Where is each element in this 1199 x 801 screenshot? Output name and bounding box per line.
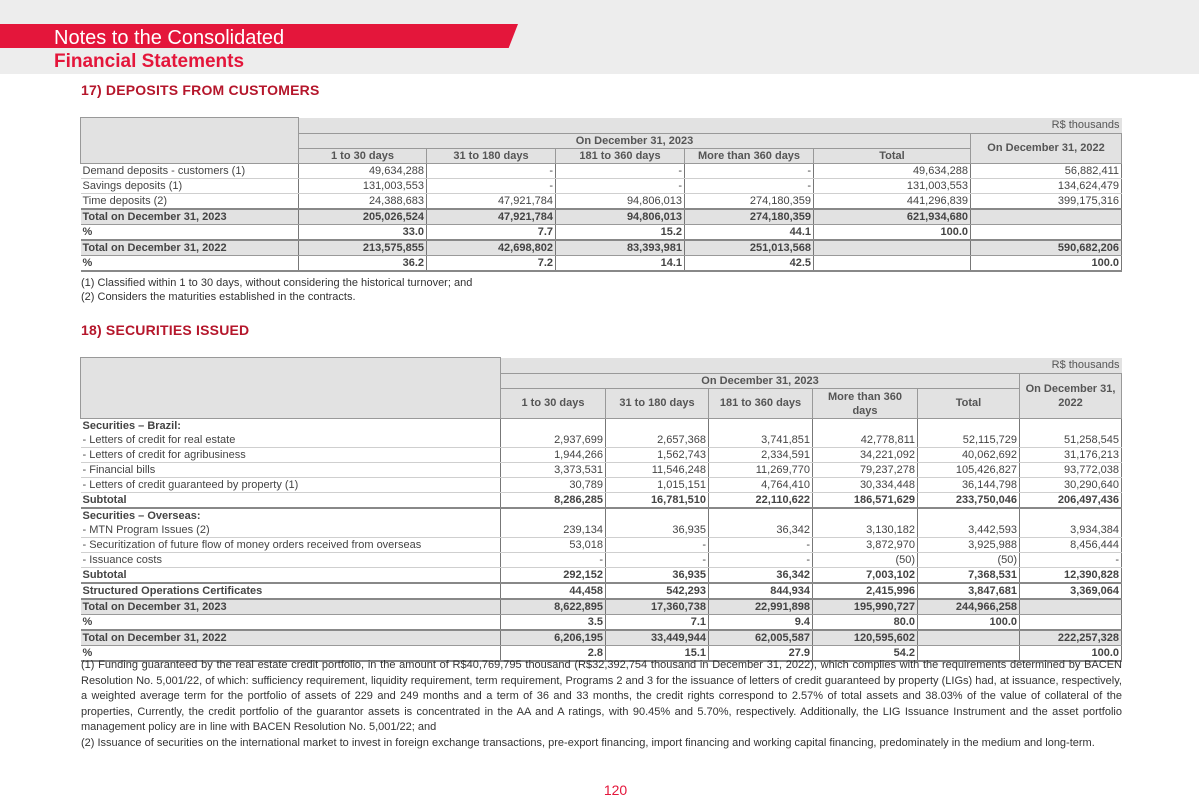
table-cell xyxy=(813,419,918,434)
table-cell: 62,005,587 xyxy=(709,630,813,646)
page-subtitle: Financial Statements xyxy=(54,51,245,72)
page-number: 120 xyxy=(603,782,628,798)
table-cell: - xyxy=(606,538,709,553)
table-cell: 3,130,182 xyxy=(813,523,918,538)
table-cell xyxy=(501,419,606,434)
table-cell: 11,269,770 xyxy=(709,463,813,478)
table-cell: 205,026,524 xyxy=(299,209,427,225)
table-cell: 56,882,411 xyxy=(971,164,1122,179)
table-cell: 1,015,151 xyxy=(606,478,709,493)
unit-label: R$ thousands xyxy=(299,118,1122,134)
table-cell: 1,562,743 xyxy=(606,448,709,463)
table-cell: 1,944,266 xyxy=(501,448,606,463)
table-cell: 844,934 xyxy=(709,583,813,599)
table-cell: 8,286,285 xyxy=(501,493,606,509)
table-cell: 24,388,683 xyxy=(299,194,427,210)
column-header: Total xyxy=(918,389,1020,419)
table-cell: 2,937,699 xyxy=(501,433,606,448)
table-cell xyxy=(813,508,918,523)
table-cell: 22,110,622 xyxy=(709,493,813,509)
column-header: 1 to 30 days xyxy=(299,149,427,164)
table-cell: 244,966,258 xyxy=(918,599,1020,615)
table-cell: 27.9 xyxy=(709,646,813,662)
table-cell: 7.7 xyxy=(427,225,556,241)
table-cell: 49,634,288 xyxy=(814,164,971,179)
footnote: (2) Issuance of securities on the international market to invest in foreign exchange transactions, pre-export financing, import financing and working capital financing, predominately in the medium and long-term. xyxy=(81,736,1095,749)
table-cell: 3,934,384 xyxy=(1020,523,1122,538)
row-label: Demand deposits - customers (1) xyxy=(81,164,299,179)
table-cell: 93,772,038 xyxy=(1020,463,1122,478)
table-cell: 590,682,206 xyxy=(971,240,1122,256)
table-cell: 15.1 xyxy=(606,646,709,662)
row-label: % xyxy=(81,615,501,631)
table-cell: 2,415,996 xyxy=(813,583,918,599)
row-label: Subtotal xyxy=(81,493,501,509)
table-cell: 251,013,568 xyxy=(685,240,814,256)
table-cell: 36,935 xyxy=(606,568,709,584)
row-label: Total on December 31, 2022 xyxy=(81,240,299,256)
column-header: 31 to 180 days xyxy=(606,389,709,419)
table-cell: 15.2 xyxy=(556,225,685,241)
table-row xyxy=(81,538,1122,553)
table-cell xyxy=(709,419,813,434)
page-title: Notes to the Consolidated xyxy=(54,27,285,49)
table-cell: 274,180,359 xyxy=(685,209,814,225)
row-label: - Letters of credit for agribusiness xyxy=(81,448,501,463)
table-cell: 213,575,855 xyxy=(299,240,427,256)
table-cell: 42,698,802 xyxy=(427,240,556,256)
row-label: Securities – Overseas: xyxy=(81,508,501,523)
table-cell: 222,257,328 xyxy=(1020,630,1122,646)
row-label: Savings deposits (1) xyxy=(81,179,299,194)
table-cell: 7.1 xyxy=(606,615,709,631)
table-cell: 3,847,681 xyxy=(918,583,1020,599)
row-label: Structured Operations Certificates xyxy=(81,583,501,599)
table-cell: 11,546,248 xyxy=(606,463,709,478)
table-cell: 100.0 xyxy=(1020,646,1122,662)
table-cell: 131,003,553 xyxy=(299,179,427,194)
table-cell xyxy=(1020,615,1122,631)
table-cell: 49,634,288 xyxy=(299,164,427,179)
column-header: 181 to 360 days xyxy=(556,149,685,164)
table-cell: 3,925,988 xyxy=(918,538,1020,553)
row-label: Total on December 31, 2023 xyxy=(81,209,299,225)
column-header: More than 360 days xyxy=(685,149,814,164)
table-cell xyxy=(709,508,813,523)
column-header: Total xyxy=(814,149,971,164)
table-row xyxy=(81,568,1122,584)
deposits-table xyxy=(80,117,1122,272)
table-cell: - xyxy=(709,538,813,553)
table-cell: 2,334,591 xyxy=(709,448,813,463)
table-cell: 399,175,316 xyxy=(971,194,1122,210)
table-cell: 36,144,798 xyxy=(918,478,1020,493)
table-cell: - xyxy=(709,553,813,568)
period-current-header: On December 31, 2023 xyxy=(501,374,1020,389)
table-corner xyxy=(81,358,501,419)
securities-table xyxy=(80,357,1122,662)
row-label: - MTN Program Issues (2) xyxy=(81,523,501,538)
table-cell xyxy=(1020,419,1122,434)
table-cell xyxy=(606,419,709,434)
row-label: Securities – Brazil: xyxy=(81,419,501,434)
column-header: 1 to 30 days xyxy=(501,389,606,419)
table-cell: 100.0 xyxy=(814,225,971,241)
row-label: Total on December 31, 2022 xyxy=(81,630,501,646)
table-cell: 621,934,680 xyxy=(814,209,971,225)
column-header: 31 to 180 days xyxy=(427,149,556,164)
table-cell xyxy=(814,240,971,256)
table-cell: 195,990,727 xyxy=(813,599,918,615)
table-cell: 51,258,545 xyxy=(1020,433,1122,448)
table-cell: 7.2 xyxy=(427,256,556,272)
row-label: % xyxy=(81,646,501,662)
table-cell: - xyxy=(427,179,556,194)
table-cell: 134,624,479 xyxy=(971,179,1122,194)
table-row xyxy=(81,553,1122,568)
table-row xyxy=(81,508,1122,523)
table-cell: - xyxy=(1020,553,1122,568)
table-cell: 274,180,359 xyxy=(685,194,814,210)
table-row xyxy=(81,256,1122,272)
table-cell: 100.0 xyxy=(971,256,1122,272)
table-cell: 80.0 xyxy=(813,615,918,631)
table-cell: 22,991,898 xyxy=(709,599,813,615)
table-row xyxy=(81,615,1122,631)
table-cell: 292,152 xyxy=(501,568,606,584)
table-row xyxy=(81,478,1122,493)
table-cell: - xyxy=(606,553,709,568)
table-cell: 3,741,851 xyxy=(709,433,813,448)
table-cell: 42.5 xyxy=(685,256,814,272)
table-cell: 36,342 xyxy=(709,523,813,538)
table-cell: 40,062,692 xyxy=(918,448,1020,463)
table-cell: 16,781,510 xyxy=(606,493,709,509)
table-cell: 33,449,944 xyxy=(606,630,709,646)
row-label: - Securitization of future flow of money orders received from overseas xyxy=(81,538,501,553)
table-cell: 94,806,013 xyxy=(556,194,685,210)
row-label: - Financial bills xyxy=(81,463,501,478)
table-cell: 36,342 xyxy=(709,568,813,584)
table-cell xyxy=(918,630,1020,646)
table-cell: 441,296,839 xyxy=(814,194,971,210)
row-label: - Letters of credit guaranteed by property (1) xyxy=(81,478,501,493)
table-cell: (50) xyxy=(813,553,918,568)
table-cell: 4,764,410 xyxy=(709,478,813,493)
table-cell: 100.0 xyxy=(918,615,1020,631)
table-cell: 131,003,553 xyxy=(814,179,971,194)
table-cell: 94,806,013 xyxy=(556,209,685,225)
table-cell: 120,595,602 xyxy=(813,630,918,646)
table-row xyxy=(81,419,1122,434)
table-cell xyxy=(971,225,1122,241)
section-17-title: 17) DEPOSITS FROM CUSTOMERS xyxy=(81,82,320,98)
table-cell: 8,456,444 xyxy=(1020,538,1122,553)
table-cell: 3,442,593 xyxy=(918,523,1020,538)
section-18-title: 18) SECURITIES ISSUED xyxy=(81,322,250,338)
table-cell: 54.2 xyxy=(813,646,918,662)
table-cell: - xyxy=(556,179,685,194)
table-cell: (50) xyxy=(918,553,1020,568)
column-header: More than 360 days xyxy=(813,389,918,419)
row-label: Total on December 31, 2023 xyxy=(81,599,501,615)
table-cell: 79,237,278 xyxy=(813,463,918,478)
row-label: Subtotal xyxy=(81,568,501,584)
unit-label: R$ thousands xyxy=(501,358,1122,374)
table-cell: 47,921,784 xyxy=(427,209,556,225)
footnote: (2) Considers the maturities established in the contracts. xyxy=(81,291,356,303)
table-cell: 186,571,629 xyxy=(813,493,918,509)
row-label: - Issuance costs xyxy=(81,553,501,568)
table-row xyxy=(81,493,1122,509)
table-cell: 30,789 xyxy=(501,478,606,493)
table-cell: 3,872,970 xyxy=(813,538,918,553)
table-cell: 83,393,981 xyxy=(556,240,685,256)
table-row xyxy=(81,433,1122,448)
table-corner xyxy=(81,118,299,164)
table-cell xyxy=(1020,599,1122,615)
table-cell: 36,935 xyxy=(606,523,709,538)
period-prior-header: On December 31, 2022 xyxy=(971,134,1122,164)
table-row xyxy=(81,463,1122,478)
row-label: % xyxy=(81,225,299,241)
table-cell: - xyxy=(556,164,685,179)
table-cell: 206,497,436 xyxy=(1020,493,1122,509)
table-cell xyxy=(501,508,606,523)
table-cell: 53,018 xyxy=(501,538,606,553)
table-cell: 52,115,729 xyxy=(918,433,1020,448)
table-cell: 44.1 xyxy=(685,225,814,241)
table-cell: - xyxy=(427,164,556,179)
table-cell: 8,622,895 xyxy=(501,599,606,615)
table-cell xyxy=(606,508,709,523)
table-row xyxy=(81,164,1122,179)
footnote: (1) Classified within 1 to 30 days, without considering the historical turnover; and xyxy=(81,277,473,289)
table-row xyxy=(81,194,1122,210)
table-cell: 7,368,531 xyxy=(918,568,1020,584)
table-row xyxy=(81,179,1122,194)
table-cell: 239,134 xyxy=(501,523,606,538)
table-cell: 233,750,046 xyxy=(918,493,1020,509)
row-label: - Letters of credit for real estate xyxy=(81,433,501,448)
section-18-notes xyxy=(81,658,1122,751)
table-cell: 47,921,784 xyxy=(427,194,556,210)
table-cell: 33.0 xyxy=(299,225,427,241)
table-cell: 12,390,828 xyxy=(1020,568,1122,584)
table-row xyxy=(81,240,1122,256)
table-row xyxy=(81,225,1122,241)
table-cell: 17,360,738 xyxy=(606,599,709,615)
table-cell: 6,206,195 xyxy=(501,630,606,646)
period-prior-header: On December 31, 2022 xyxy=(1020,374,1122,419)
row-label: Time deposits (2) xyxy=(81,194,299,210)
table-cell xyxy=(1020,508,1122,523)
table-cell: 30,334,448 xyxy=(813,478,918,493)
table-row xyxy=(81,209,1122,225)
table-cell: 9.4 xyxy=(709,615,813,631)
table-cell: 2.8 xyxy=(501,646,606,662)
table-cell: 36.2 xyxy=(299,256,427,272)
table-cell: 14.1 xyxy=(556,256,685,272)
table-cell: 30,290,640 xyxy=(1020,478,1122,493)
table-cell xyxy=(918,419,1020,434)
table-cell: 7,003,102 xyxy=(813,568,918,584)
table-cell xyxy=(918,508,1020,523)
table-row xyxy=(81,599,1122,615)
table-cell: - xyxy=(685,179,814,194)
table-cell xyxy=(814,256,971,272)
table-row xyxy=(81,583,1122,599)
table-cell: 3,373,531 xyxy=(501,463,606,478)
table-row xyxy=(81,448,1122,463)
table-cell: - xyxy=(501,553,606,568)
period-current-header: On December 31, 2023 xyxy=(299,134,971,149)
table-cell xyxy=(971,209,1122,225)
table-cell: 542,293 xyxy=(606,583,709,599)
footnote: (1) Funding guaranteed by the real estate credit portfolio, in the amount of R$40,769,795 thousand (R$32,392,754 thousand in December 31, 2022), which complies with the requirements determined by BACEN Resolution No. 5,001/22, of which: sufficiency requirement, liquidity requirement, term requirement, Programs 2 and 3 for the issuance of letters of credit guaranteed by property (LIGs) had, at issuance, respectively, a weighted average term for the portfolio of assets of 229 and 249 months and a term of 36 and 33 months, the credit rights correspond to 2.57% of total assets and 38.03% of the value of collateral of the properties, Currently, the credit portfolio of the guarantor assets is concentrated in the AA and A ratings, with 90.45% and 5.70%, respectively. Additionally, the LIG Issuance Instrument and the asset portfolio management policy are in line with BACEN Resolution No. 5,001/22; and xyxy=(81,659,1122,733)
table-cell: - xyxy=(685,164,814,179)
column-header: 181 to 360 days xyxy=(709,389,813,419)
row-label: % xyxy=(81,256,299,272)
table-cell: 105,426,827 xyxy=(918,463,1020,478)
table-cell: 34,221,092 xyxy=(813,448,918,463)
table-row xyxy=(81,523,1122,538)
table-cell: 31,176,213 xyxy=(1020,448,1122,463)
section-17-notes xyxy=(81,276,472,304)
table-cell: 44,458 xyxy=(501,583,606,599)
table-cell: 3,369,064 xyxy=(1020,583,1122,599)
table-cell: 42,778,811 xyxy=(813,433,918,448)
table-row xyxy=(81,630,1122,646)
table-cell: 2,657,368 xyxy=(606,433,709,448)
table-cell: 3.5 xyxy=(501,615,606,631)
